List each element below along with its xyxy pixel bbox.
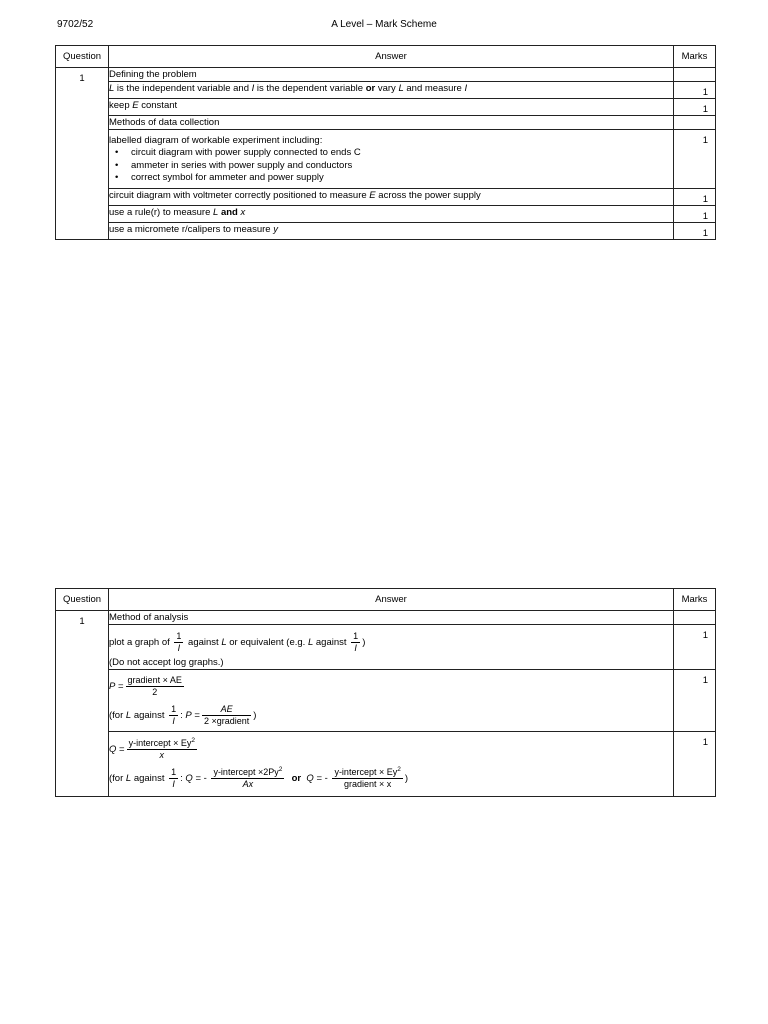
mark-value: 1 [674,188,716,205]
answer-text: is the dependent variable [254,83,366,94]
answer-text: or [365,83,376,94]
answer-text: or [291,773,302,785]
answer-text: across the power supply [375,189,481,201]
fraction [127,738,197,761]
answer-cell [109,188,674,205]
answer-text: = - [195,773,207,785]
variable: Q [185,773,193,785]
answer-text: = [117,681,124,693]
section-heading: Defining the problem [109,68,674,82]
table-header-row [56,46,716,68]
answer-cell [109,130,674,189]
answer-line [109,738,673,761]
answer-text: = [119,744,125,756]
fraction-denominator: x [159,750,165,760]
mark-value: 1 [674,130,716,189]
answer-line [109,675,673,698]
list-item: • correct symbol for ammeter and power supply [115,172,673,185]
fraction-numerator: y-intercept × Ey [128,738,192,748]
fraction-denominator: 2 [152,687,158,697]
fraction-numerator: 1 [353,631,359,641]
superscript: 2 [278,766,283,773]
table-row [56,205,716,222]
answer-cell [109,732,674,797]
answer-text: keep [109,100,133,111]
list-item: • ammeter in series with power supply and conductors [115,160,673,173]
fraction-denominator: I [177,643,181,653]
fraction-denominator: I [172,716,175,726]
fraction-denominator: Ax [242,779,254,789]
marks-cell [674,611,716,625]
mark-value: 1 [674,205,716,222]
answer-text: circuit diagram with voltmeter correctly positioned to measure [109,189,370,201]
answer-text: and [220,206,238,218]
table-row [56,732,716,797]
marks-header: Marks [674,589,716,611]
answer-text: : [180,710,183,722]
bullet-list [109,147,673,185]
answer-line [109,631,673,654]
answer-text: (for [109,710,124,722]
table-row [56,222,716,239]
answer-cell [109,670,674,732]
variable: P [109,681,116,693]
answer-text: against [133,773,165,785]
fraction-denominator: 2 ×gradient [203,716,250,726]
table-row [56,116,716,130]
variable: x [240,206,246,218]
mark-value: 1 [674,670,716,732]
answer-text: (for [109,773,124,785]
table-row [56,188,716,205]
fraction-numerator: 1 [171,767,177,777]
fraction-numerator: 1 [171,704,177,714]
variable: E [369,189,376,201]
variable: I [464,83,468,94]
variable: L [125,710,132,722]
marks-cell [674,116,716,130]
fraction-numerator: y-intercept × Ey [334,767,398,777]
variable: I [251,83,255,94]
answer-text: use a micromete r/calipers to measure [109,223,274,235]
table-row [56,130,716,189]
fraction-denominator: I [354,643,357,653]
mark-value: 1 [674,222,716,239]
variable: L [221,637,227,649]
mark-value: 1 [674,99,716,116]
answer-text: and measure [403,83,465,94]
superscript: 2 [397,766,401,773]
answer-text: against [188,637,219,649]
answer-cell [109,82,674,99]
variable: Q [306,773,314,785]
question-header: Question [56,46,109,68]
answer-cell [109,625,674,670]
answer-line [109,767,673,790]
question-header: Question [56,589,109,611]
table-row [56,82,716,99]
variable: L [125,773,132,785]
fraction-numerator: gradient × AE [127,675,182,685]
fraction-denominator: I [172,779,175,789]
question-number: 1 [56,611,109,797]
answer-text: vary [375,83,399,94]
superscript: 2 [191,737,195,744]
fraction [174,631,183,654]
answer-header: Answer [109,46,674,68]
table-row [56,99,716,116]
variable: L [109,83,115,94]
answer-text: = [194,710,200,722]
fraction-denominator: gradient × x [344,779,392,789]
list-item: • circuit diagram with power supply connected to ends C [115,147,673,160]
answer-text: or equivalent (e.g. [229,637,306,649]
answer-note: (Do not accept log graphs.) [109,657,224,668]
marks-header: Marks [674,46,716,68]
section-heading: Methods of data collection [109,116,674,130]
table-row [56,625,716,670]
answer-cell [109,205,674,222]
fraction [211,767,284,790]
mark-scheme-table-2 [55,588,716,797]
answer-text: labelled diagram of workable experiment including: [109,135,323,146]
table-header-row [56,589,716,611]
answer-text: ) [404,773,409,785]
variable: y [273,223,278,235]
section-heading: Method of analysis [109,611,674,625]
answer-text: is the independent variable and [114,83,252,94]
answer-cell [109,222,674,239]
fraction-numerator: 1 [176,631,182,641]
fraction-numerator: AE [202,704,251,716]
fraction [332,767,402,790]
answer-header: Answer [109,589,674,611]
fraction [202,704,251,727]
fraction [351,631,360,654]
variable: L [307,637,314,649]
mark-scheme-table-1 [55,45,716,240]
question-number: 1 [56,68,109,240]
table-row [56,68,716,82]
variable: P [185,710,192,722]
answer-text: ) [253,710,257,722]
mark-value: 1 [674,732,716,797]
fraction [169,704,178,727]
answer-text: ) [362,637,366,649]
variable: L [398,83,404,94]
variable: Q [109,744,117,756]
table-row [56,670,716,732]
paper-code: 9702/52 [57,19,94,30]
fraction [126,675,184,698]
answer-text: : [180,773,183,785]
mark-value: 1 [674,82,716,99]
page-title: A Level – Mark Scheme [331,19,437,30]
mark-value: 1 [674,625,716,670]
table-row [56,611,716,625]
variable: E [132,100,139,111]
answer-text: constant [138,100,178,111]
fraction [169,767,178,790]
answer-text: plot a graph of [109,637,170,649]
variable: L [213,206,219,218]
answer-line [109,704,673,727]
marks-cell [674,68,716,82]
answer-text: against [133,710,165,722]
fraction-numerator: y-intercept ×2Py [213,767,279,777]
answer-text: use a rule(r) to measure [109,206,214,218]
answer-text: = - [316,773,328,785]
answer-cell [109,99,674,116]
answer-text: against [315,637,347,649]
